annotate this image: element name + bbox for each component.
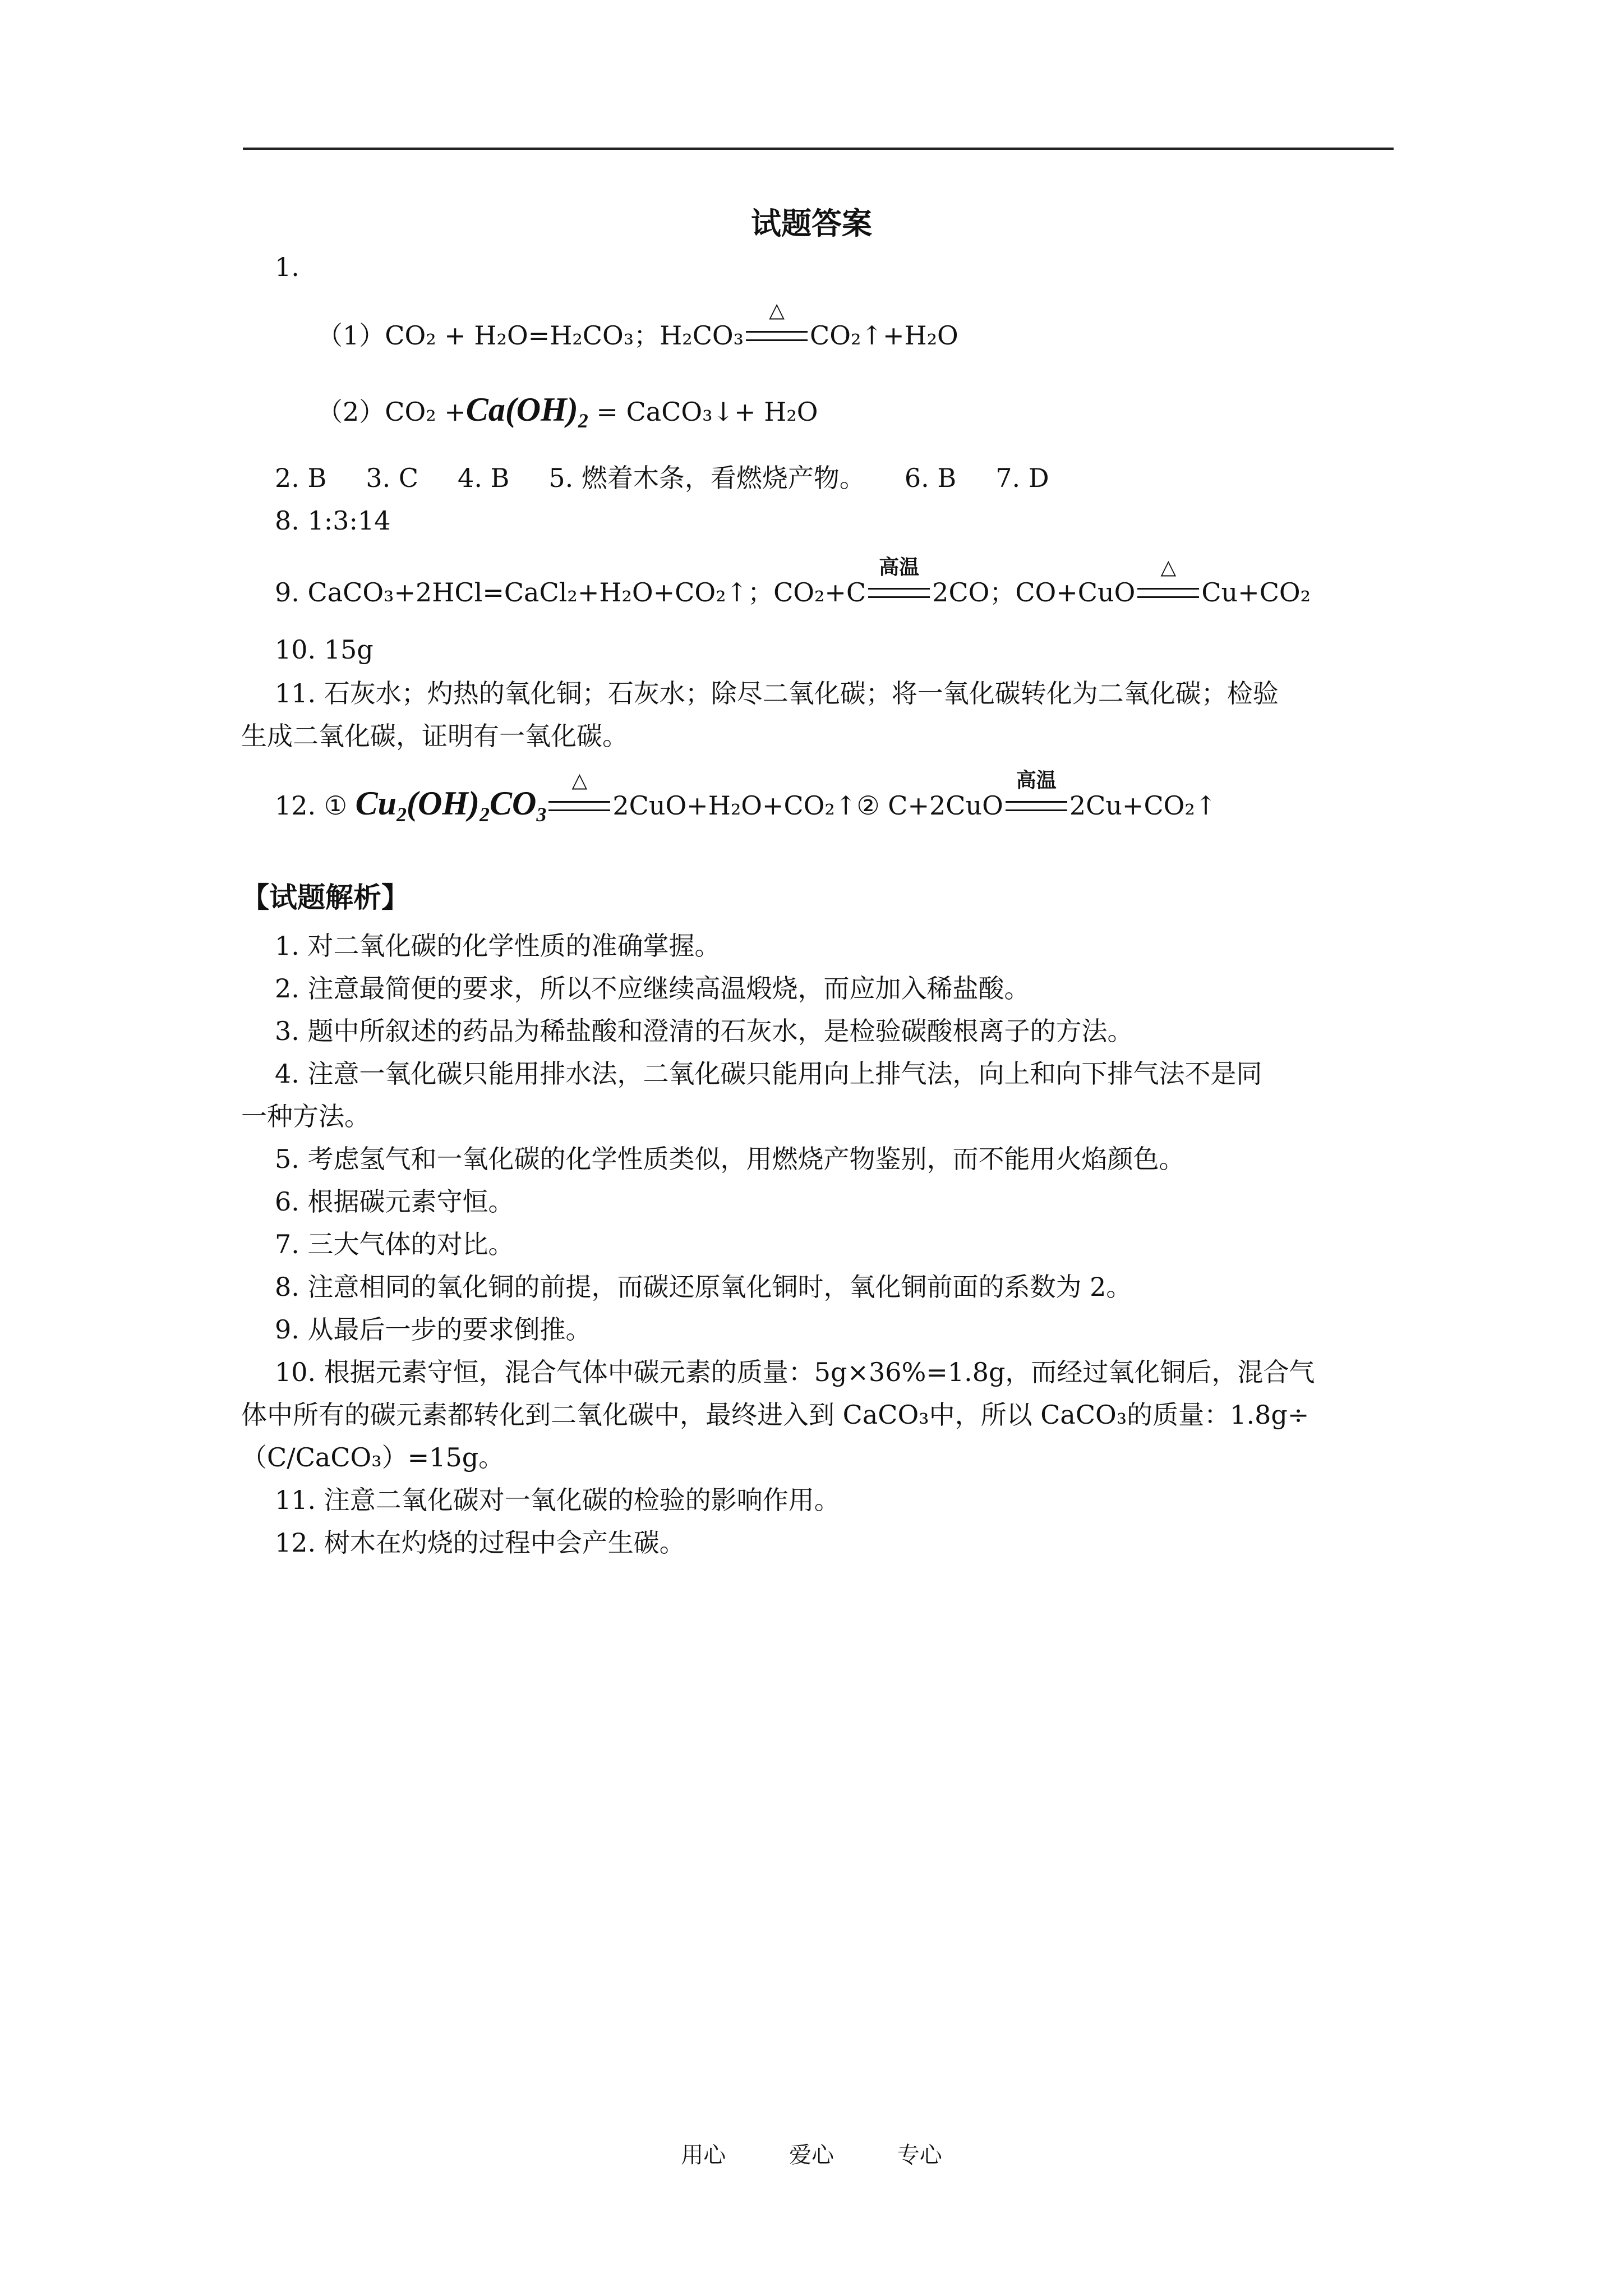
answer-1-part1-eq2-left: H₂CO₃ bbox=[660, 320, 744, 351]
footer-text: 爱心 bbox=[789, 2142, 834, 2168]
footer-text: 用心 bbox=[681, 2142, 726, 2168]
answer-1-part2-right: = CaCO₃↓+ H₂O bbox=[596, 397, 818, 427]
analysis-item: 2. 注意最简便的要求，所以不应继续高温煅烧，而应加入稀盐酸。 bbox=[275, 973, 1030, 1004]
analysis-list bbox=[241, 924, 1396, 1564]
answer-7: 7. D bbox=[995, 463, 1049, 493]
analysis-item-continuation: （C/CaCO₃）=15g。 bbox=[241, 1442, 505, 1473]
high-temperature-condition: 高温 bbox=[868, 588, 930, 601]
answers-2-to-7 bbox=[275, 460, 1049, 496]
answer-1-part1-eq2-right: CO₂↑+H₂O bbox=[810, 320, 958, 351]
answer-12-part3: 2Cu+CO₂↑ bbox=[1069, 790, 1217, 821]
analysis-item: 12. 树木在灼烧的过程中会产生碳。 bbox=[275, 1527, 685, 1558]
answer-2: 2. B bbox=[275, 463, 327, 493]
answer-8: 8. 1:3:14 bbox=[275, 505, 391, 536]
heat-condition: △ bbox=[548, 801, 610, 815]
analysis-item: 7. 三大气体的对比。 bbox=[275, 1229, 514, 1259]
analysis-item: 5. 考虑氢气和一氧化碳的化学性质类似，用燃烧产物鉴别，而不能用火焰颜色。 bbox=[275, 1144, 1185, 1174]
answer-1-part1-label: （1） bbox=[317, 320, 385, 351]
analysis-item: 1. 对二氧化碳的化学性质的准确掌握。 bbox=[275, 931, 721, 961]
heat-condition: △ bbox=[1137, 588, 1199, 601]
answer-11-line1: 11. 石灰水；灼热的氧化铜；石灰水；除尽二氧化碳；将一氧化碳转化为二氧化碳；检验 bbox=[275, 678, 1279, 708]
answer-12-part2: 2CuO+H₂O+CO₂↑② C+2CuO bbox=[612, 790, 1003, 821]
analysis-item: 8. 注意相同的氧化铜的前提，而碳还原氧化铜时，氧化铜前面的系数为 2。 bbox=[275, 1272, 1132, 1302]
answer-11-line2: 生成二氧化碳，证明有一氧化碳。 bbox=[241, 721, 628, 751]
answer-4: 4. B bbox=[458, 463, 510, 493]
analysis-item: 11. 注意二氧化碳对一氧化碳的检验的影响作用。 bbox=[275, 1485, 840, 1515]
heat-condition: △ bbox=[746, 331, 808, 344]
high-temperature-condition: 高温 bbox=[1006, 801, 1067, 815]
answer-6: 6. B bbox=[904, 463, 957, 493]
answer-5: 5. 燃着木条，看燃烧产物。 bbox=[548, 463, 865, 493]
answer-9-part3: Cu+CO₂ bbox=[1201, 577, 1311, 608]
analysis-item-continuation: 体中所有的碳元素都转化到二氧化碳中，最终进入到 CaCO₃中，所以 CaCO₃的质量：1.8g÷ bbox=[241, 1400, 1310, 1430]
answer-10: 10. 15g bbox=[275, 634, 374, 665]
analysis-item-continuation: 一种方法。 bbox=[241, 1101, 370, 1131]
answer-12 bbox=[275, 769, 1217, 832]
page-title: 试题答案 bbox=[751, 206, 872, 241]
answer-9 bbox=[275, 556, 1311, 610]
page-footer bbox=[0, 2137, 1623, 2169]
answer-9-part1: 9. CaCO₃+2HCl=CaCl₂+H₂O+CO₂↑；CO₂+C bbox=[275, 577, 866, 608]
answer-3: 3. C bbox=[366, 463, 419, 493]
analysis-item: 6. 根据碳元素守恒。 bbox=[275, 1186, 514, 1217]
calcium-hydroxide-formula: Ca(OH) bbox=[465, 391, 578, 428]
answer-1-part2-label: （2） bbox=[317, 397, 385, 427]
analysis-item: 9. 从最后一步的要求倒推。 bbox=[275, 1314, 592, 1345]
answer-1-part2-left: CO₂ + bbox=[385, 397, 466, 427]
analysis-item: 10. 根据元素守恒，混合气体中碳元素的质量：5g×36%=1.8g，而经过氧化铜后，混合气 bbox=[275, 1357, 1315, 1387]
answer-1-part1-eq1: CO₂ + H₂O=H₂CO₃； bbox=[385, 320, 660, 351]
answer-12-prefix: 12. ① bbox=[275, 790, 348, 821]
analysis-heading: 【试题解析】 bbox=[241, 881, 409, 914]
analysis-item: 4. 注意一氧化碳只能用排水法，二氧化碳只能用向上排气法，向上和向下排气法不是同 bbox=[275, 1059, 1262, 1089]
basic-copper-carbonate-formula: $Cu_2(OH)_2CO_3$ bbox=[355, 785, 547, 826]
footer-text: 专心 bbox=[897, 2142, 942, 2168]
answer-9-part2: 2CO；CO+CuO bbox=[932, 577, 1136, 608]
answer-1-number: 1. bbox=[275, 252, 299, 282]
answer-1-part1 bbox=[317, 299, 958, 353]
analysis-item: 3. 题中所叙述的药品为稀盐酸和澄清的石灰水，是检验碳酸根离子的方法。 bbox=[275, 1016, 1133, 1046]
answer-1-part2 bbox=[317, 392, 818, 439]
header-rule bbox=[243, 148, 1394, 150]
calcium-hydroxide-subscript: 2 bbox=[578, 409, 588, 432]
